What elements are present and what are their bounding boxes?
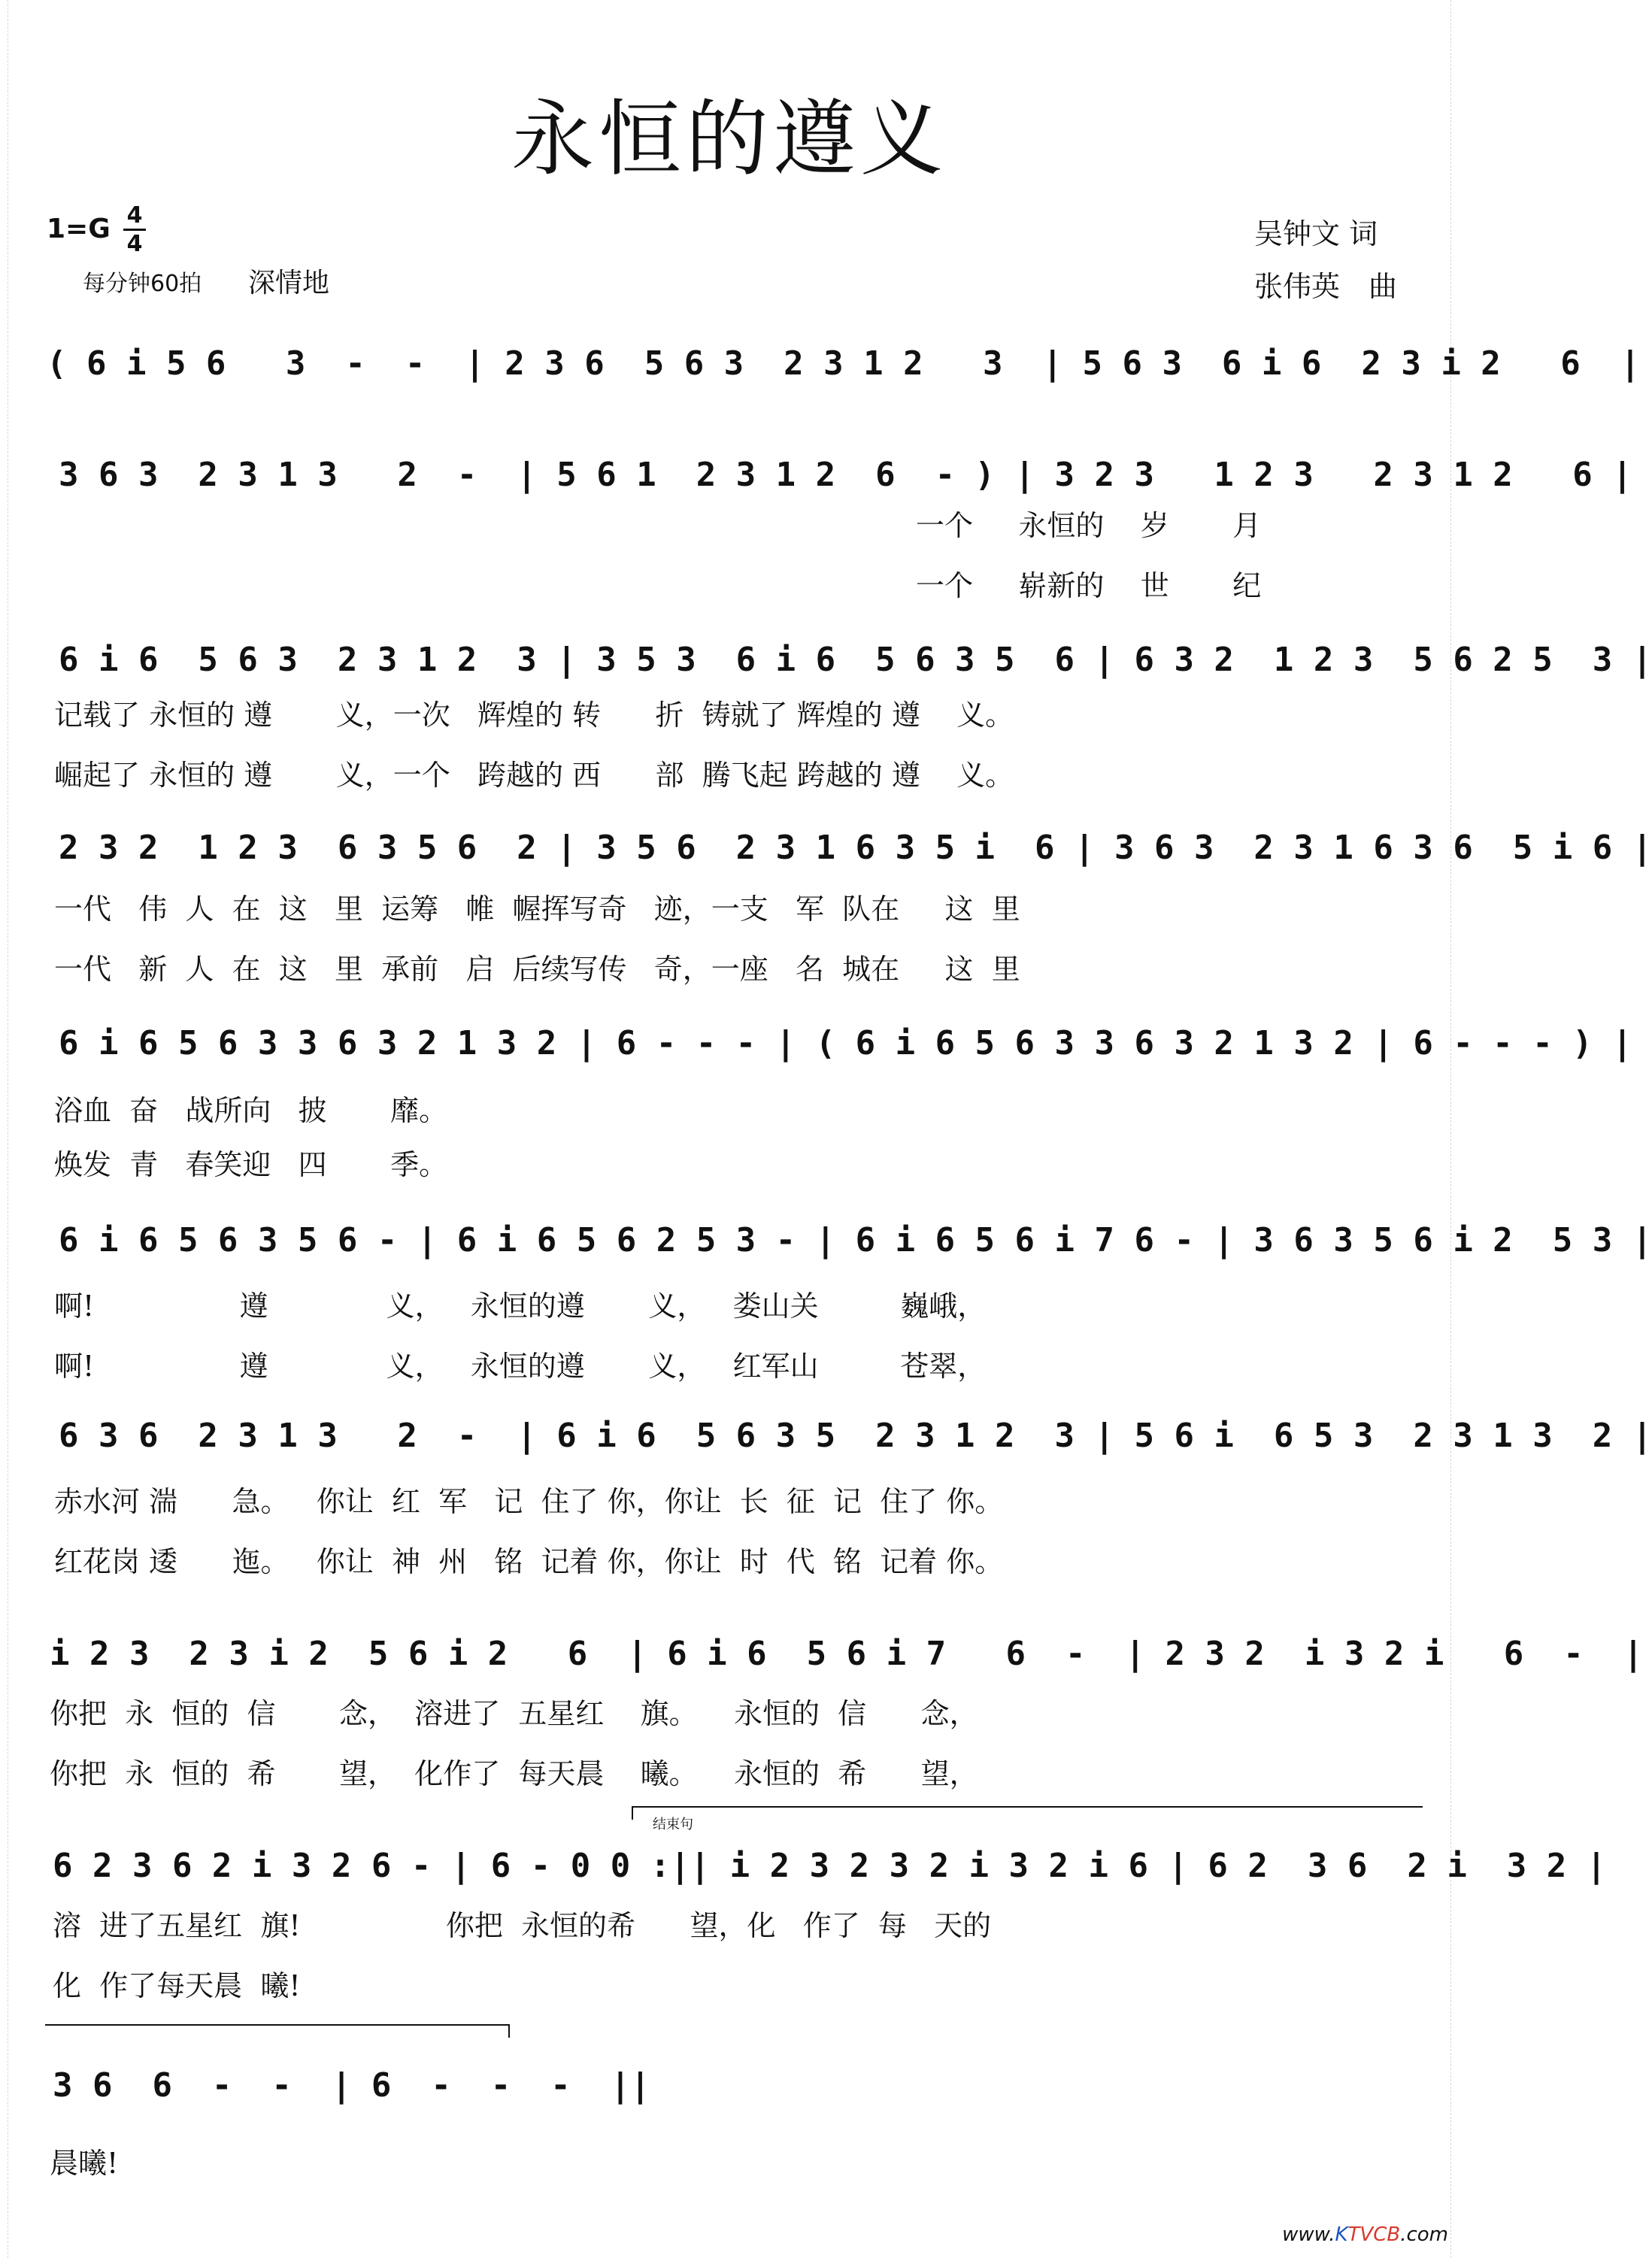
song-title: 永恒的遵义 bbox=[511, 91, 947, 187]
lyric-line-5b: 焕发 青 春笑迎 四 季。 bbox=[54, 1148, 448, 1181]
time-sig-bottom: 4 bbox=[126, 231, 143, 257]
notation-line-1: ( 6 i 5 6 3 - - | 2 3 6 5 6 3 2 3 1 2 3 | 5 6 3 6 i 6 2 3 i 2 6 | bbox=[47, 344, 1641, 383]
tempo-marking: 每分钟60拍 bbox=[83, 271, 202, 297]
notation-line-5: 6 i 6 5 6 3 3 6 3 2 1 3 2 | 6 - - - | ( 6 i 6 5 6 3 3 6 3 2 1 3 2 | 6 - - - ) | bbox=[59, 1024, 1632, 1062]
lyric-line-6b: 啊! 遵 义， 永恒的遵 义， 红军山 苍翠， bbox=[54, 1350, 987, 1383]
notation-line-9: 6 2 3 6 2 i 3 2 6 - | 6 - 0 0 :|| i 2 3 2 3 2 i 3 2 i 6 | 6 2 3 6 2 i 3 2 | bbox=[53, 1847, 1607, 1885]
notation-line-3: 6 i 6 5 6 3 2 3 1 2 3 | 3 5 3 6 i 6 5 6 3 5 6 | 6 3 2 1 2 3 5 6 2 5 3 | bbox=[59, 641, 1652, 679]
ending-bracket bbox=[632, 1806, 1423, 1820]
time-sig-top: 4 bbox=[126, 202, 143, 229]
lyric-line-3b: 崛起了 永恒的 遵 义，一个 跨越的 西 部 腾飞起 跨越的 遵 义。 bbox=[54, 759, 1014, 792]
notation-line-4: 2 3 2 1 2 3 6 3 5 6 2 | 3 5 6 2 3 1 6 3 5 i 6 | 3 6 3 2 3 1 6 3 6 5 i 6 | bbox=[59, 829, 1652, 867]
page-edge-right bbox=[1450, 0, 1459, 2258]
lyric-line-6a: 啊! 遵 义， 永恒的遵 义， 娄山关 巍峨， bbox=[54, 1290, 987, 1323]
expression-marking: 深情地 bbox=[248, 268, 330, 299]
notation-line-7: 6 3 6 2 3 1 3 2 - | 6 i 6 5 6 3 5 2 3 1 2 3 | 5 6 i 6 5 3 2 3 1 3 2 | bbox=[59, 1417, 1652, 1455]
lyric-line-7a: 赤水河 湍 急。 你让 红 军 记 住了 你，你让 长 征 记 住了 你。 bbox=[54, 1485, 1004, 1518]
lyric-line-4a: 一代 伟 人 在 这 里 运筹 帷 幄挥写奇 迹，一支 军 队在 这 里 bbox=[54, 893, 1020, 926]
lyric-line-7b: 红花岗 逶 迤。 你让 神 州 铭 记着 你，你让 时 代 铭 记着 你。 bbox=[54, 1545, 1004, 1578]
time-signature bbox=[123, 203, 146, 256]
notation-line-2: 3 6 3 2 3 1 3 2 - | 5 6 1 2 3 1 2 6 - ) | 3 2 3 1 2 3 2 3 1 2 6 | bbox=[59, 456, 1632, 494]
lyric-line-2b: 一个 崭新的 世 纪 bbox=[916, 569, 1262, 602]
lyric-line-9b: 化 作了每天晨 曦! bbox=[53, 1969, 301, 2002]
lyricist-credit: 吴钟文 词 bbox=[1254, 217, 1378, 250]
lyric-line-2a: 一个 永恒的 岁 月 bbox=[916, 509, 1262, 542]
lyric-line-9a: 溶 进了五星红 旗! 你把 永恒的希 望，化 作了 每 天的 bbox=[53, 1909, 992, 1942]
coda-bracket bbox=[45, 2024, 510, 2038]
key-signature: 1=G bbox=[47, 214, 111, 244]
notation-line-10: 3 6 6 - - | 6 - - - || bbox=[53, 2066, 650, 2105]
lyric-line-4b: 一代 新 人 在 这 里 承前 启 后续写传 奇，一座 名 城在 这 里 bbox=[54, 953, 1020, 986]
ending-label: 结束句 bbox=[653, 1817, 693, 1832]
lyric-line-3a: 记载了 永恒的 遵 义，一次 辉煌的 转 折 铸就了 辉煌的 遵 义。 bbox=[54, 699, 1014, 732]
page-edge-left bbox=[0, 0, 8, 2258]
lyric-line-8b: 你把 永 恒的 希 望， 化作了 每天晨 曦。 永恒的 希 望， bbox=[50, 1757, 978, 1790]
watermark: www.KTVCB.com bbox=[1282, 2223, 1448, 2246]
notation-line-8: i 2 3 2 3 i 2 5 6 i 2 6 | 6 i 6 5 6 i 7 6 - | 2 3 2 i 3 2 i 6 - | bbox=[50, 1635, 1644, 1673]
lyric-line-5a: 浴血 奋 战所向 披 靡。 bbox=[54, 1094, 448, 1127]
lyric-line-8a: 你把 永 恒的 信 念， 溶进了 五星红 旗。 永恒的 信 念， bbox=[50, 1697, 978, 1730]
notation-line-6: 6 i 6 5 6 3 5 6 - | 6 i 6 5 6 2 5 3 - | 6 i 6 5 6 i 7 6 - | 3 6 3 5 6 i 2 5 3 | bbox=[59, 1221, 1652, 1259]
lyric-line-10a: 晨曦! bbox=[50, 2147, 119, 2180]
composer-credit: 张伟英 曲 bbox=[1254, 270, 1398, 303]
